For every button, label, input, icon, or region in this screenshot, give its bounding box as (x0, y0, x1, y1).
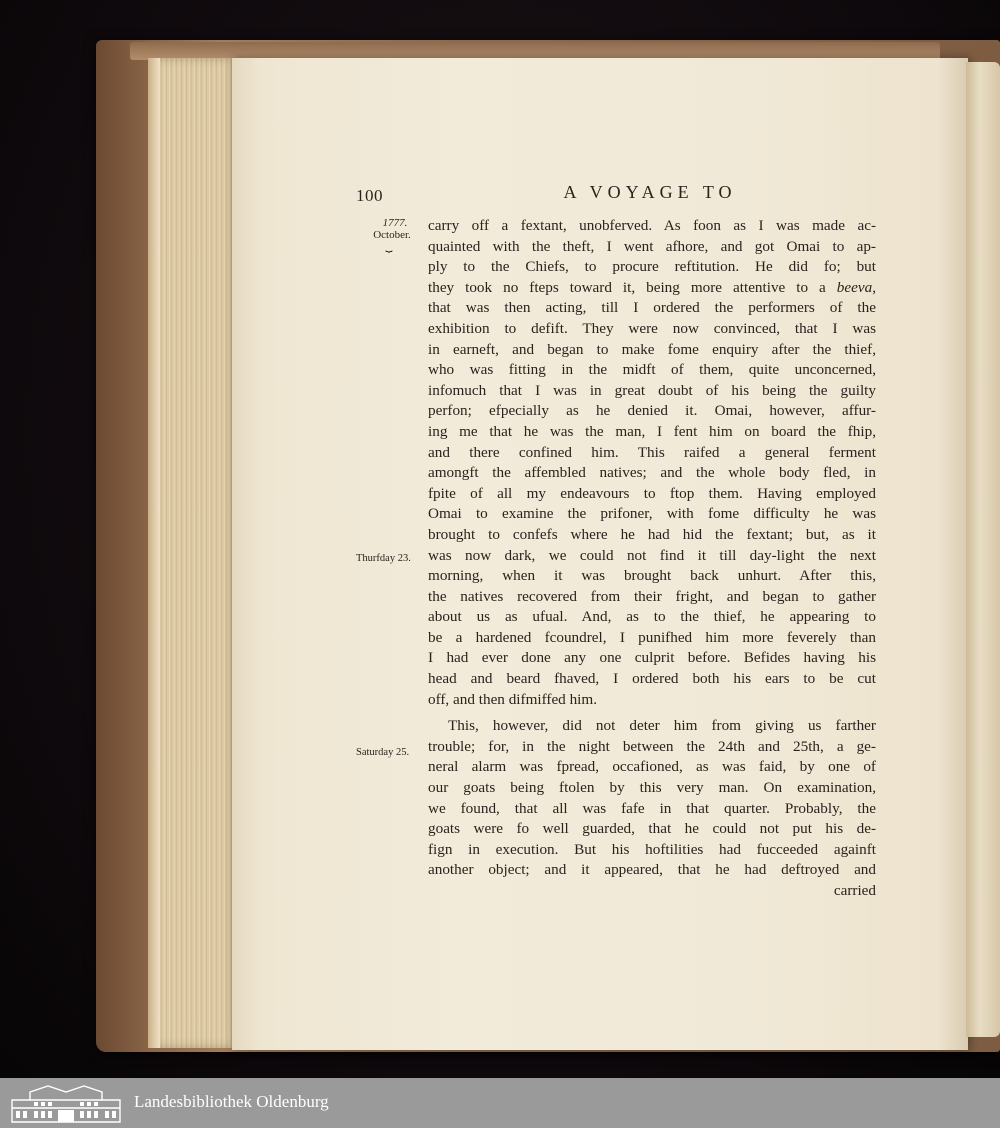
text-line: morning, when it was brought back unhurt. After this, (428, 567, 876, 585)
page-number: 100 (356, 186, 383, 205)
text-line: fpite of all my endeavours to ftop them. Having employed (428, 484, 876, 502)
text-line: ing me that he was the man, I fent him on board the fhip, (428, 422, 876, 440)
text-line: and there confined him. This raifed a general ferment (428, 443, 876, 461)
side-note-saturday: Saturday 25. (356, 747, 410, 758)
text-line: in earneft, and began to make fome enquiry after the thief, (428, 340, 876, 358)
page-stack-edge (148, 58, 160, 1048)
text-line: I had ever done any one culprit before. Befides having his (428, 649, 876, 667)
footer-bar (0, 1078, 1000, 1128)
text-line: ply to the Chiefs, to procure reftitution. He did fo; but (428, 258, 876, 276)
text-line: Omai to examine the prifoner, with fome difficulty he was (428, 505, 876, 523)
library-name: Landesbibliothek Oldenburg (134, 1092, 329, 1111)
text-line: be a hardened fcoundrel, I punifhed him more feverely than (428, 628, 876, 646)
text-line: they took no fteps toward it, being more attentive to a beeva, (428, 278, 876, 296)
margin-month: October. (373, 229, 411, 241)
text-line: amongft the affembled natives; and the whole body fled, in (428, 464, 876, 482)
page-stack-left (148, 58, 240, 1048)
text-line: goats were fo well guarded, that he could not put his de- (428, 820, 876, 838)
margin-year: 1777. (382, 217, 408, 229)
margin-brace: ⏟ (385, 238, 391, 252)
text-line: head and beard fhaved, I ordered both his ears to be cut (428, 670, 876, 688)
text-line: we found, that all was fafe in that quarter. Probably, the (428, 799, 876, 817)
text-line: off, and then difmiffed him. (428, 690, 597, 708)
page-stack-right (966, 62, 1000, 1037)
library-building-logo (8, 1082, 124, 1124)
text-line: was now dark, we could not find it till day-light the next (428, 546, 876, 564)
italic-word: beeva (836, 278, 873, 296)
text-line: who was fitting in the midft of them, quite unconcerned, (428, 361, 876, 379)
text-line: another object; and it appeared, that he had deftroyed and (428, 861, 876, 879)
text-line: neral alarm was fpread, occafioned, as was faid, by one of (428, 758, 876, 776)
paragraph-2 (428, 716, 876, 881)
text-line: exhibition to defift. They were now convinced, that I was (428, 319, 876, 337)
text-line: brought to confefs where he had hid the fextant; but, as it (428, 525, 876, 543)
text-line: fign in execution. But his hoftilities had fucceeded againft (428, 840, 876, 858)
text-line: trouble; for, in the night between the 24th and 25th, a ge- (428, 737, 876, 755)
text-line: This, however, did not deter him from giving us farther (448, 717, 876, 735)
text-line: the natives recovered from their fright, and began to gather (428, 587, 876, 605)
text-line: quainted with the theft, I went afhore, and got Omai to ap- (428, 237, 876, 255)
paragraph-1 (428, 216, 876, 710)
margin-date-note (355, 217, 421, 252)
text-line: infomuch that I was in great doubt of his being the guilty (428, 381, 876, 399)
catchword: carried (833, 882, 876, 899)
text-line: perfon; efpecially as he denied it. Omai, however, affur- (428, 402, 876, 420)
text-line: about us as ufual. And, as to the thief, he appearing to (428, 608, 876, 626)
side-note-thursday: Thurfday 23. (356, 553, 411, 564)
text-line: our goats being ftolen by this very man. On examination, (428, 779, 876, 797)
text-line: that was then acting, till I ordered the performers of the (428, 299, 876, 317)
running-head: A VOYAGE TO (563, 182, 737, 202)
body-text (428, 216, 876, 902)
text-line: carry off a fextant, unobferved. As foon as I was made ac- (428, 217, 876, 234)
